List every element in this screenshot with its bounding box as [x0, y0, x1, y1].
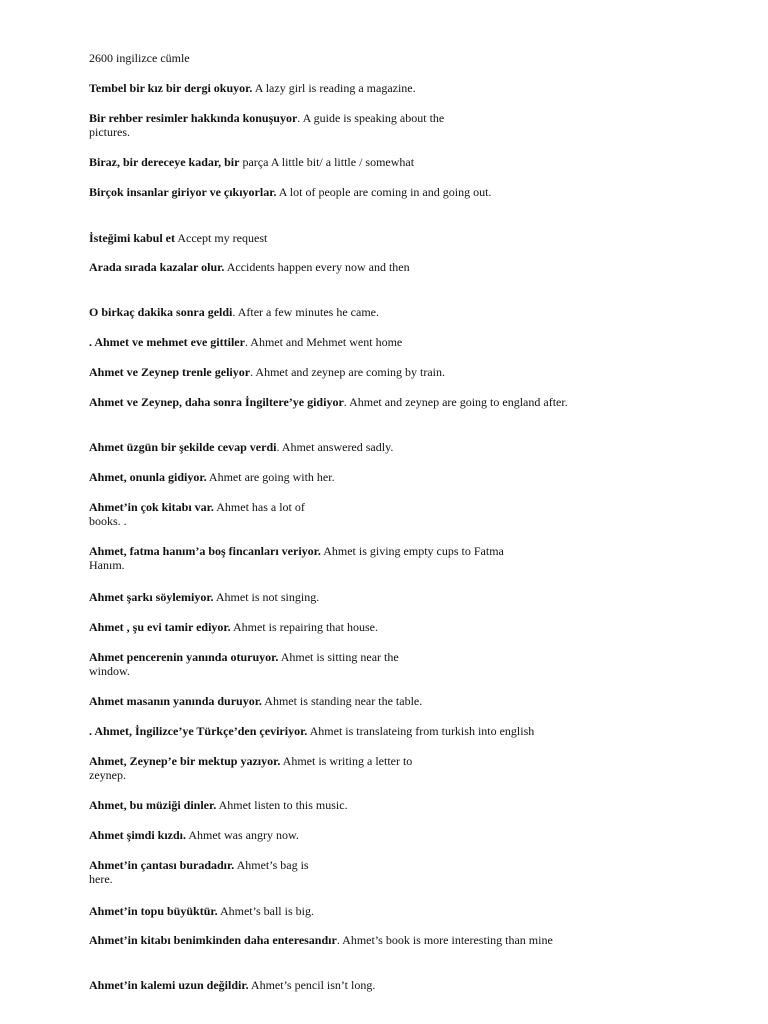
turkish-sentence: İsteğimi kabul et	[89, 231, 176, 245]
english-translation: . A guide is speaking about the pictures.	[89, 111, 445, 139]
english-translation: Ahmet is standing near the table.	[261, 694, 423, 708]
sentence-entry	[89, 335, 569, 349]
sentence-entry	[89, 81, 569, 95]
turkish-sentence: O birkaç dakika sonra geldi	[89, 305, 233, 319]
english-translation: . Ahmet answered sadly.	[276, 440, 394, 454]
english-translation: Accept my request	[175, 231, 268, 245]
english-translation: Accidents happen every now and then	[224, 260, 410, 274]
sentence-entry	[89, 185, 499, 199]
sentence-entry	[89, 754, 434, 782]
sentence-entry	[89, 858, 329, 886]
sentence-entry	[89, 978, 569, 992]
document-heading: 2600 ingilizce cümle	[89, 51, 190, 65]
sentence-entry	[89, 798, 569, 812]
turkish-sentence: Ahmet masanın yanında duruyor.	[89, 694, 262, 708]
english-translation: Ahmet is sitting near the window.	[89, 650, 399, 678]
sentence-entry	[89, 544, 529, 572]
english-translation: Ahmet is translateing from turkish into english	[307, 724, 535, 738]
sentence-entry	[89, 231, 569, 245]
turkish-sentence: Ahmet pencerenin yanında oturuyor.	[89, 650, 279, 664]
english-translation: parça A little bit/ a little / somewhat	[239, 155, 415, 169]
turkish-sentence: Ahmet şimdi kızdı.	[89, 828, 187, 842]
turkish-sentence: Ahmet şarkı söylemiyor.	[89, 590, 214, 604]
english-translation: A lazy girl is reading a magazine.	[252, 81, 416, 95]
english-translation: Ahmet’s ball is big.	[217, 904, 314, 918]
english-translation: Ahmet’s pencil isn’t long.	[248, 978, 376, 992]
english-translation: Ahmet has a lot of books. .	[89, 500, 305, 528]
english-translation: Ahmet listen to this music.	[216, 798, 348, 812]
sentence-entry	[89, 620, 569, 634]
turkish-sentence: Ahmet ve Zeynep trenle geliyor	[89, 365, 251, 379]
english-translation: Ahmet was angry now.	[186, 828, 299, 842]
sentence-entry	[89, 111, 469, 139]
english-translation: . Ahmet and Mehmet went home	[244, 335, 403, 349]
english-translation: Ahmet is giving empty cups to Fatma Hanım.	[89, 544, 504, 572]
turkish-sentence: Ahmet ve Zeynep, daha sonra İngiltere’ye gidiyor	[89, 395, 344, 409]
sentence-entry	[89, 305, 569, 319]
sentence-entry	[89, 365, 569, 379]
english-translation: Ahmet are going with her.	[206, 470, 335, 484]
sentence-entry	[89, 724, 689, 738]
turkish-sentence: . Ahmet ve mehmet eve gittiler	[89, 335, 245, 349]
turkish-sentence: Ahmet, Zeynep’e bir mektup yazıyor.	[89, 754, 281, 768]
sentence-entry	[89, 694, 569, 708]
sentence-entry	[89, 470, 569, 484]
turkish-sentence: Bir rehber resimler hakkında konuşuyor	[89, 111, 298, 125]
turkish-sentence: Ahmet’in çantası buradadır.	[89, 858, 235, 872]
english-translation: Ahmet’s bag is here.	[89, 858, 309, 886]
turkish-sentence: Ahmet, fatma hanım’a boş fincanları veriyor.	[89, 544, 321, 558]
sentence-entry	[89, 395, 569, 409]
turkish-sentence: Ahmet, bu müziği dinler.	[89, 798, 217, 812]
sentence-entry	[89, 500, 329, 528]
english-translation: . Ahmet and zeynep are going to england after.	[343, 395, 568, 409]
sentence-entry	[89, 933, 559, 947]
turkish-sentence: Biraz, bir dereceye kadar, bir	[89, 155, 240, 169]
turkish-sentence: Ahmet’in çok kitabı var.	[89, 500, 214, 514]
english-translation: . Ahmet’s book is more interesting than mine	[336, 933, 553, 947]
sentence-entry	[89, 828, 569, 842]
sentence-entry	[89, 590, 569, 604]
sentence-entry	[89, 650, 419, 678]
sentence-entry	[89, 155, 569, 169]
english-translation: . Ahmet and zeynep are coming by train.	[250, 365, 446, 379]
turkish-sentence: Ahmet, onunla gidiyor.	[89, 470, 207, 484]
english-translation: Ahmet is repairing that house.	[230, 620, 378, 634]
turkish-sentence: Birçok insanlar giriyor ve çıkıyorlar.	[89, 185, 277, 199]
turkish-sentence: . Ahmet, İngilizce’ye Türkçe’den çeviriyor.	[89, 724, 308, 738]
turkish-sentence: Tembel bir kız bir dergi okuyor.	[89, 81, 253, 95]
english-translation: Ahmet is not singing.	[213, 590, 320, 604]
english-translation: . After a few minutes he came.	[232, 305, 379, 319]
turkish-sentence: Ahmet , şu evi tamir ediyor.	[89, 620, 231, 634]
turkish-sentence: Ahmet’in topu büyüktür.	[89, 904, 218, 918]
english-translation: Ahmet is writing a letter to zeynep.	[89, 754, 413, 782]
sentence-entry	[89, 904, 569, 918]
turkish-sentence: Ahmet’in kitabı benimkinden daha enteresandır	[89, 933, 337, 947]
sentence-entry	[89, 440, 569, 454]
turkish-sentence: Arada sırada kazalar olur.	[89, 260, 225, 274]
english-translation: A lot of people are coming in and going out.	[276, 185, 492, 199]
sentence-entry	[89, 260, 414, 274]
turkish-sentence: Ahmet üzgün bir şekilde cevap verdi	[89, 440, 277, 454]
turkish-sentence: Ahmet’in kalemi uzun değildir.	[89, 978, 249, 992]
